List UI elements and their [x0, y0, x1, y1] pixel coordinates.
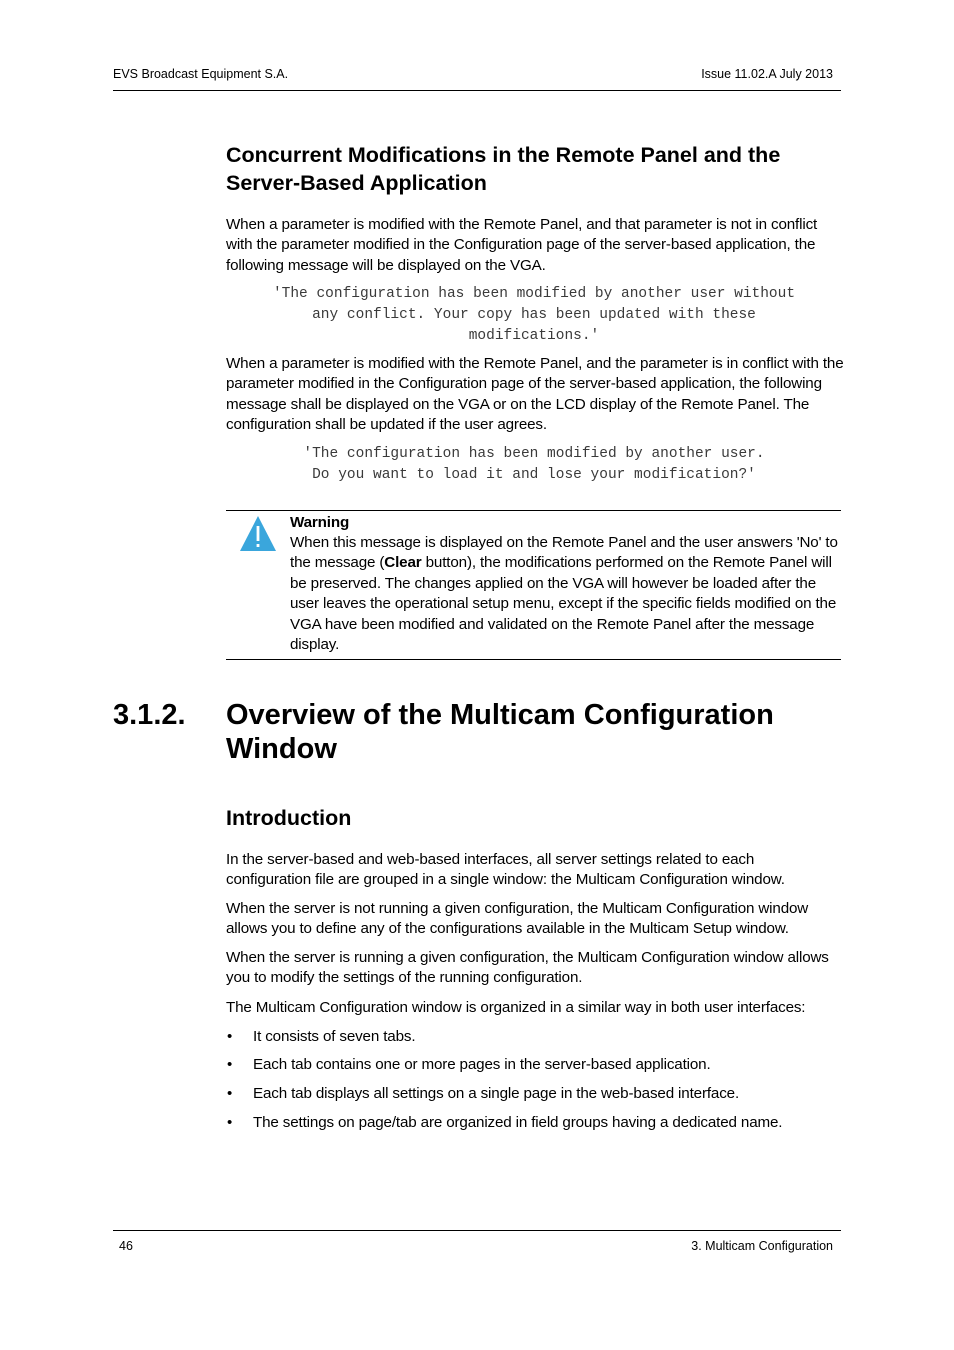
warning-triangle-icon	[239, 515, 277, 553]
bullet-marker: •	[227, 1056, 233, 1073]
bullet-item-2: Each tab contains one or more pages in the server-based application.	[253, 1056, 711, 1073]
footer-page-number: 46	[119, 1239, 133, 1253]
message-conflict: 'The configuration has been modified by another user. Do you want to load it and lose your modification?'	[303, 446, 765, 483]
message-no-conflict: 'The configuration has been modified by another user without any conflict. Your copy has been updated with these modifications.'	[272, 286, 796, 344]
header-issue: Issue 11.02.A July 2013	[701, 67, 833, 81]
warning-text-bold: Clear	[384, 554, 422, 572]
warning-text	[290, 533, 842, 655]
footer-rule	[113, 1230, 841, 1231]
header-company: EVS Broadcast Equipment S.A.	[113, 67, 289, 81]
bullet-item-4: The settings on page/tab are organized in field groups having a dedicated name.	[253, 1114, 783, 1131]
section-title-overview: Overview of the Multicam Configuration Window	[226, 699, 774, 765]
bullet-marker: •	[227, 1114, 233, 1131]
warning-title: Warning	[290, 514, 350, 531]
section-title-concurrent: Concurrent Modifications in the Remote Panel and the Server-Based Application	[226, 143, 781, 195]
intro-paragraph-1: In the server-based and web-based interfaces, all server settings related to each configuration file are grouped in a single window: the Multicam Configuration window.	[226, 851, 785, 889]
warning-bottom-rule	[226, 659, 841, 660]
warning-text-after: button), the modifications performed on the Remote Panel will be preserved. The changes applied on the VGA will however be loaded after the user leaves the operational setup menu, except if the specific fields modified on the VGA have been modified and validated on the Remote Panel after the message display.	[290, 554, 837, 654]
warning-text-before: When this message is displayed on the Remote Panel and the user answers 'No' to the message (	[290, 534, 838, 572]
intro-paragraph-4: The Multicam Configuration window is organized in a similar way in both user interfaces:	[226, 999, 806, 1016]
introduction-title: Introduction	[226, 806, 352, 830]
bullet-marker: •	[227, 1085, 233, 1102]
paragraph-concurrent-2: When a parameter is modified with the Remote Panel, and the parameter is in conflict with the parameter modified in the Configuration page of the server-based application, the following message shall be displayed on the VGA or on the LCD display of the Remote Panel. The configuration shall be updated if the user agrees.	[226, 355, 844, 434]
intro-paragraph-3: When the server is running a given configuration, the Multicam Configuration window allows you to modify the settings of the running configuration.	[226, 949, 829, 987]
section-number: 3.1.2.	[113, 699, 186, 731]
bullet-item-3: Each tab displays all settings on a single page in the web-based interface.	[253, 1085, 740, 1102]
paragraph-concurrent-1: When a parameter is modified with the Remote Panel, and that parameter is not in conflict with the parameter modified in the Configuration page of the server-based application, the following message will be displayed on the VGA.	[226, 216, 818, 274]
header-rule	[113, 90, 841, 91]
intro-paragraph-2: When the server is not running a given configuration, the Multicam Configuration window allows you to define any of the configurations available in the Multicam Setup window.	[226, 900, 809, 938]
bullet-marker: •	[227, 1028, 233, 1045]
bullet-item-1: It consists of seven tabs.	[253, 1028, 416, 1045]
footer-chapter: 3. Multicam Configuration	[691, 1239, 833, 1253]
warning-top-rule	[226, 510, 841, 511]
